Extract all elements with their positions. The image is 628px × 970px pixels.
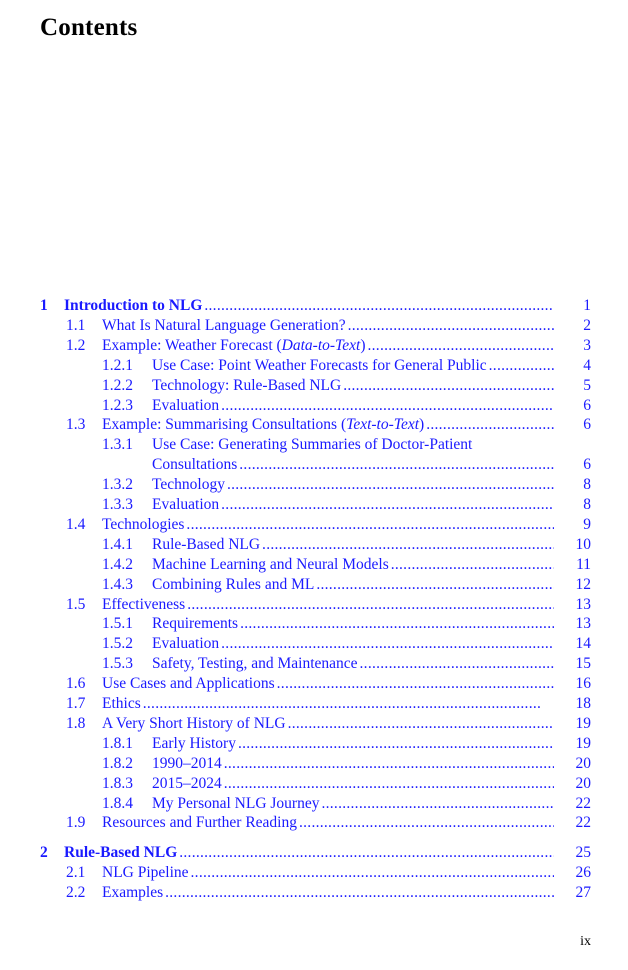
toc-title: Ethics [102,695,141,712]
toc-page-number: 19 [575,714,591,732]
toc-page-number: 3 [583,336,591,354]
toc-title: Evaluation [152,496,220,513]
toc-entry [152,734,554,754]
toc-number: 1.3 [66,416,86,434]
toc-chapter[interactable] [0,843,628,863]
toc-subsection[interactable] [0,734,628,754]
toc-title: Resources and Further Reading [102,814,297,832]
toc-subsection[interactable] [0,614,628,634]
toc-leader-dots [343,376,554,396]
toc-title-part: ) [419,416,425,434]
toc-number: 1 [40,297,48,314]
toc-subsection[interactable] [0,654,628,674]
toc-leader-dots [221,495,554,515]
toc-page-number: 19 [575,734,591,752]
page-title: Contents [40,14,138,41]
toc-subsection[interactable] [0,495,628,515]
toc-leader-dots [348,316,554,336]
toc-entry [152,475,554,495]
toc-leader-dots [204,296,554,316]
toc-page-number: 16 [575,675,591,693]
toc-leader-dots [186,515,554,535]
toc-entry [102,883,554,903]
toc-number: 1.3.1 [102,436,133,454]
toc-leader-dots [239,455,554,475]
toc-leader-dots [187,595,554,615]
toc-number: 1.6 [66,675,86,693]
toc-title-emphasis: Text-to-Text [346,416,420,434]
toc-page-number: 20 [575,774,591,792]
toc-entry [102,813,554,833]
toc-page-number: 18 [575,695,591,712]
toc-entry [102,316,554,336]
toc-number: 1.8.1 [102,734,133,752]
toc-entry [152,376,554,396]
toc-leader-dots [227,475,554,495]
toc-title: NLG Pipeline [102,864,189,882]
toc-title: Rule-Based NLG [152,535,261,553]
toc-title-emphasis: Data-to-Text [281,336,361,354]
toc-number: 1.3.2 [102,476,133,494]
toc-title: Evaluation [152,635,220,653]
page-number: ix [580,934,591,949]
toc-leader-dots [179,843,554,863]
toc-page-number: 12 [575,575,591,593]
toc-title: 2015–2024 [152,774,222,792]
toc-number: 1.2.3 [102,396,133,414]
toc-number: 2.2 [66,884,86,902]
toc-title: Technology [152,476,225,494]
toc-title: Introduction to NLG [64,297,203,314]
toc-section[interactable] [0,883,628,903]
toc-leader-dots [240,614,554,634]
toc-leader-dots [224,754,554,774]
toc-title [102,415,424,435]
toc-subsection[interactable] [0,475,628,495]
toc-entry [152,794,554,814]
toc-page-number: 4 [583,356,591,374]
toc-subsection[interactable] [0,774,628,794]
toc-entry [152,555,554,575]
toc-section[interactable] [0,813,628,833]
toc-page-number: 22 [575,814,591,832]
toc-title-part: Example: Summarising Consultations ( [102,416,347,434]
toc-page-number: 20 [575,754,591,772]
toc-entry [102,694,554,714]
toc-page-number: 6 [583,396,591,414]
toc-entry [152,575,554,595]
toc-subsection[interactable] [0,634,628,654]
toc-number: 1.8.4 [102,794,133,812]
toc-title: Examples [102,884,164,902]
toc-page-number: 8 [583,496,591,513]
toc-leader-dots [299,813,554,833]
toc-page-number: 5 [583,376,591,394]
toc-leader-dots [191,863,554,883]
toc-number: 1.4.2 [102,555,133,573]
toc-title: Machine Learning and Neural Models [152,555,389,573]
toc-title: Combining Rules and ML [152,575,315,593]
toc-leader-dots [262,535,554,555]
toc-number: 1.2.1 [102,356,133,374]
toc-leader-dots [277,674,554,694]
toc-number: 1.7 [66,695,86,712]
toc-title: Effectiveness [102,595,186,613]
toc-leader-dots [143,694,554,714]
toc-title: Evaluation [152,396,220,414]
toc-page-number: 6 [583,416,591,434]
toc-page-number: 22 [575,794,591,812]
toc-number: 1.2.2 [102,376,133,394]
toc-leader-dots [360,654,554,674]
toc-number: 1.5.2 [102,635,133,653]
toc-leader-dots [321,794,554,814]
toc-section[interactable] [0,336,628,356]
toc-title: My Personal NLG Journey [152,794,320,812]
toc-subsection[interactable] [0,754,628,774]
toc-number: 1.9 [66,814,86,832]
toc-page-number: 1 [583,297,591,314]
toc-number: 1.5 [66,595,86,613]
toc-section[interactable] [0,714,628,734]
toc-number: 2 [40,844,48,862]
toc-subsection[interactable] [0,535,628,555]
toc-title: Technology: Rule-Based NLG [152,376,342,394]
toc-page-number: 2 [583,316,591,334]
toc-entry [102,336,554,356]
toc-leader-dots [288,714,554,734]
toc-chapter[interactable] [0,296,628,316]
toc-number: 1.2 [66,336,86,354]
toc-title-part: ) [360,336,366,354]
toc-subsection-continuation[interactable] [0,455,628,475]
toc-entry [102,595,554,615]
toc-title: A Very Short History of NLG [102,714,286,732]
toc-title-part: Example: Weather Forecast ( [102,336,282,354]
toc-page-number: 14 [575,635,591,653]
toc-title: 1990–2014 [152,754,222,772]
toc-entry [152,774,554,794]
toc-number: 1.8.3 [102,774,133,792]
toc-leader-dots [165,883,554,903]
toc-leader-dots [238,734,554,754]
toc-entry [152,634,554,654]
toc-entry [152,614,554,634]
toc-number: 1.1 [66,316,86,334]
toc-title: Early History [152,734,236,752]
toc-section[interactable] [0,863,628,883]
toc-page-number: 26 [575,864,591,882]
toc-section[interactable] [0,674,628,694]
toc-leader-dots [426,415,554,435]
toc-title: Technologies [102,515,185,533]
toc-leader-dots [368,336,555,356]
toc-title: Use Case: Generating Summaries of Doctor-Patient [152,436,473,454]
toc-subsection[interactable] [0,555,628,575]
toc-subsection[interactable] [0,435,628,455]
toc-number: 1.4 [66,515,86,533]
toc-entry [152,435,554,455]
toc-entry [152,754,554,774]
toc-entry [64,843,554,863]
toc-title: Safety, Testing, and Maintenance [152,655,358,673]
toc-entry [152,356,554,376]
toc-entry [152,535,554,555]
toc-page-number: 8 [583,476,591,494]
toc-number: 1.8.2 [102,754,133,772]
toc-number: 1.5.1 [102,615,133,633]
toc-subsection[interactable] [0,376,628,396]
toc-leader-dots [221,634,554,654]
toc-entry [152,654,554,674]
toc-subsection[interactable] [0,356,628,376]
toc-section[interactable] [0,595,628,615]
toc-page-number: 9 [583,515,591,533]
toc-entry [102,714,554,734]
toc-section[interactable] [0,415,628,435]
toc-number: 1.5.3 [102,655,133,673]
toc-entry [102,515,554,535]
toc-section[interactable] [0,515,628,535]
toc-page-number: 25 [575,844,591,862]
toc-number: 2.1 [66,864,86,882]
toc-title-continuation: Consultations [152,456,238,474]
toc-title: Use Case: Point Weather Forecasts for General Public [152,356,487,374]
toc-entry [152,495,554,515]
toc-page-number: 11 [576,555,591,573]
toc-section[interactable] [0,694,628,714]
toc-subsection[interactable] [0,575,628,595]
toc-subsection[interactable] [0,396,628,416]
toc-page-number: 13 [575,615,591,633]
toc-entry [102,674,554,694]
toc-leader-dots [224,774,554,794]
toc-entry [102,415,554,435]
toc-leader-dots [391,555,554,575]
toc-leader-dots [316,575,554,595]
toc-title [102,336,366,356]
toc-number: 1.4.3 [102,575,133,593]
toc-title: Use Cases and Applications [102,675,275,693]
toc-number: 1.4.1 [102,535,133,553]
toc-title: Rule-Based NLG [64,844,178,862]
toc-page-number: 6 [583,456,591,474]
toc-number: 1.3.3 [102,496,133,513]
toc-entry [64,296,554,316]
toc-entry [152,455,554,475]
toc-number: 1.8 [66,714,86,732]
toc-entry [152,396,554,416]
toc-entry [102,863,554,883]
toc-subsection[interactable] [0,794,628,814]
toc-page-number: 27 [575,884,591,902]
toc-section[interactable] [0,316,628,336]
toc-title: What Is Natural Language Generation? [102,316,346,334]
toc-leader-dots [489,356,554,376]
toc-leader-dots [221,396,554,416]
toc-page-number: 10 [575,535,591,553]
toc-page-number: 13 [575,595,591,613]
toc-page-number: 15 [575,655,591,673]
toc-title: Requirements [152,615,239,633]
